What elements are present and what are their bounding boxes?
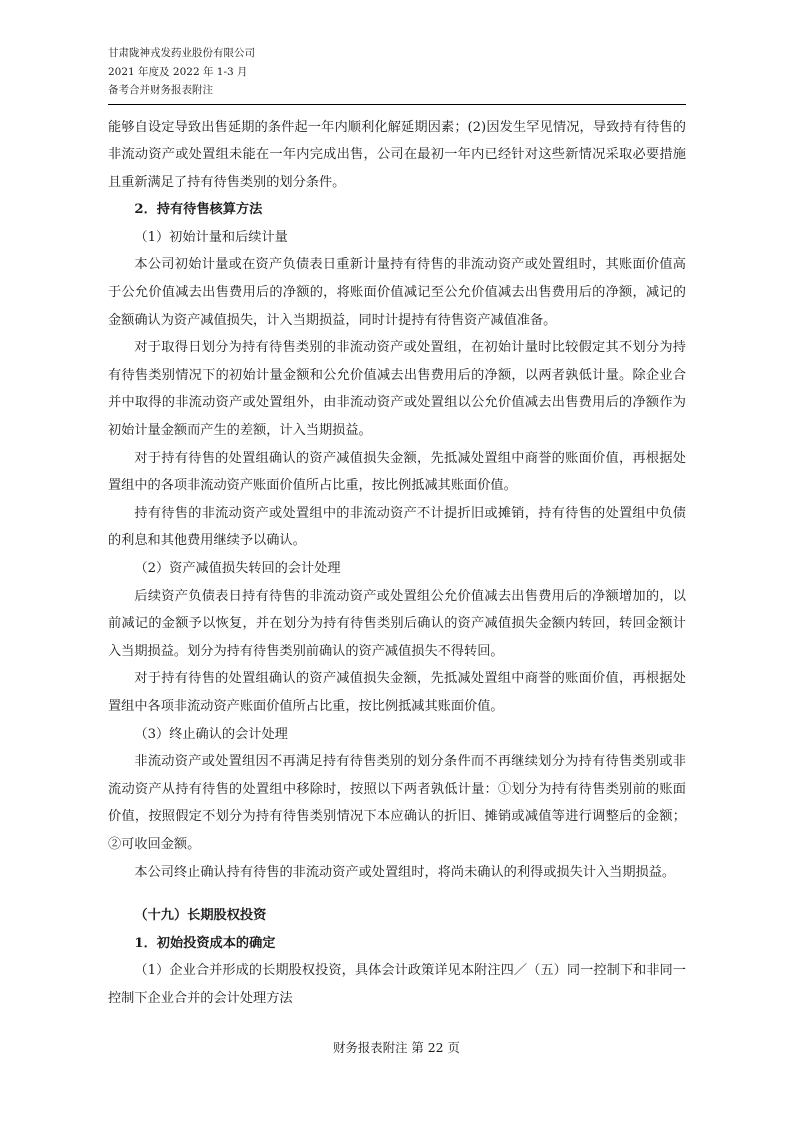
page-header [108, 44, 686, 100]
paragraph-continued: 能够自设定导致出售延期的条件起一年内顺利化解延期因素；(2)因发生罕见情况，导致持有待售的非流动资产或处置组未能在一年内完成出售，公司在最初一年内已经针对这些新情况采取必要措施且重新满足了持有待售类别的划分条件。 [108, 119, 686, 190]
heading-initial-investment-cost: 1．初始投资成本的确定 [134, 935, 276, 951]
paragraph-derecognition-gain-loss: 本公司终止确认持有待售的非流动资产或处置组时，将尚未确认的利得或损失计入当期损益。 [134, 864, 676, 880]
paragraph-no-depreciation: 持有待售的非流动资产或处置组中的非流动资产不计提折旧或摊销，持有待售的处置组中负债的利息和其他费用继续予以确认。 [108, 505, 686, 549]
paragraph-business-combination-investment: （1）企业合并形成的长期股权投资，具体会计政策详见本附注四／（五）同一控制下和非同一控制下企业合并的会计处理方法 [108, 963, 686, 1006]
heading-holding-for-sale-accounting: 2．持有待售核算方法 [134, 202, 263, 218]
page-content [108, 44, 686, 1013]
paragraph-initial-measurement: 本公司初始计量或在资产负债表日重新计量持有待售的非流动资产或处置组时，其账面价值高于公允价值减去出售费用后的净额的，将账面价值减记至公允价值减去出售费用后的净额，减记的金额确认为资产减值损失，计入当期损益，同时计提持有待售资产减值准备。 [108, 257, 686, 328]
document-body [108, 114, 686, 1013]
page-footer: 财务报表附注 第 22 页 [333, 1040, 460, 1055]
paragraph-acquisition-date-classification: 对于取得日划分为持有待售类别的非流动资产或处置组，在初始计量时比较假定其不划分为持有待售类别情况下的初始计量金额和公允价值减去出售费用后的净额，以两者孰低计量。除企业合并中取得的非流动资产或处置组外，由非流动资产或处置组以公允价值减去出售费用后的净额作为初始计量金额而产生的差额，计入当期损益。 [108, 340, 686, 439]
subheading-initial-and-subsequent-measurement: （1）初始计量和后续计量 [134, 229, 288, 245]
subheading-impairment-reversal: （2）资产减值损失转回的会计处理 [134, 561, 341, 576]
header-period: 2021 年度及 2022 年 1-3 月 [108, 65, 248, 78]
header-divider [108, 104, 686, 105]
paragraph-impairment-reversal-detail: 后续资产负债表日持有待售的非流动资产或处置组公允价值减去出售费用后的净额增加的，以前减记的金额予以恢复，并在划分为持有待售类别后确认的资产减值损失金额内转回，转回金额计入当期损益。划分为持有待售类别前确认的资产减值损失不得转回。 [108, 588, 686, 659]
header-doc-type: 备考合并财务报表附注 [108, 84, 213, 96]
section-title-long-term-equity-investment: （十九）长期股权投资 [134, 908, 267, 924]
header-company-name: 甘肃陇神戎发药业股份有限公司 [108, 47, 255, 59]
paragraph-derecognition-detail: 非流动资产或处置组因不再满足持有待售类别的划分条件而不再继续划分为持有待售类别或非流动资产从持有待售的处置组中移除时，按照以下两者孰低计量：①划分为持有待售类别前的账面价值，按照假定不划分为持有待售类别情况下本应确认的折旧、摊销或减值等进行调整后的金额；②可收回金额。 [108, 754, 686, 852]
paragraph-impairment-allocation-2: 对于持有待售的处置组确认的资产减值损失金额，先抵减处置组中商誉的账面价值，再根据处置组中各项非流动资产账面价值所占比重，按比例抵减其账面价值。 [108, 671, 686, 714]
paragraph-impairment-allocation: 对于持有待售的处置组确认的资产减值损失金额，先抵减处置组中商誉的账面价值，再根据处置组中的各项非流动资产账面价值所占比重，按比例抵减其账面价值。 [108, 450, 686, 494]
subheading-derecognition: （3）终止确认的会计处理 [134, 726, 288, 742]
